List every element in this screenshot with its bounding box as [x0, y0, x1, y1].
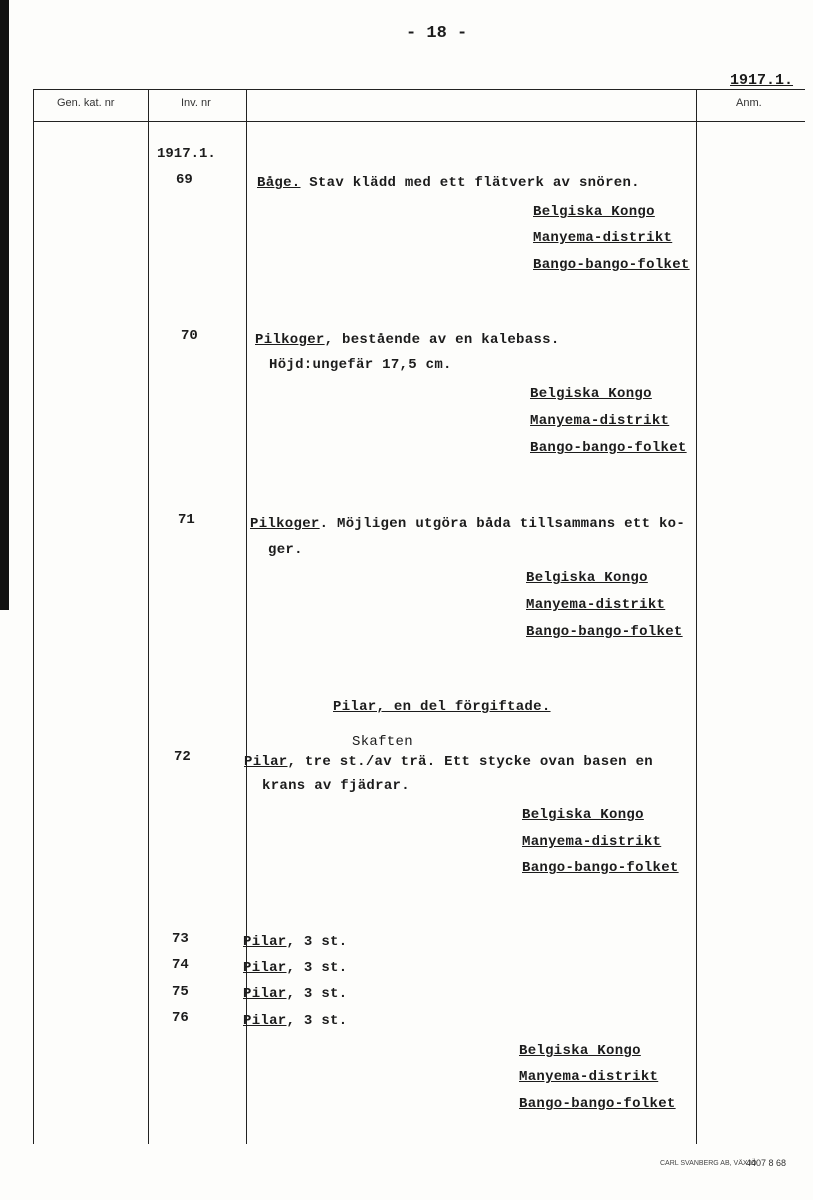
entry-text: Stav klädd med ett flätverk av snören. [300, 175, 640, 191]
column-divider-1 [148, 89, 149, 1144]
inventory-number: 74 [172, 957, 189, 973]
entry-text: , 3 st. [286, 1013, 348, 1029]
entry-title: Pilar [243, 986, 287, 1002]
location-district: Manyema-distrikt [530, 413, 670, 429]
location-district: Manyema-distrikt [522, 834, 662, 850]
location-people: Bango-bango-folket [530, 440, 687, 456]
form-code: 4407 8 68 [746, 1158, 787, 1168]
entry-title: Pilkoger [255, 332, 325, 348]
entry-description [257, 175, 640, 191]
entry-text: , 3 st. [286, 986, 348, 1002]
column-header-gen-kat-nr: Gen. kat. nr [57, 97, 115, 109]
entry-description [250, 516, 685, 532]
column-header-inv-nr: Inv. nr [181, 97, 211, 109]
location-people: Bango-bango-folket [522, 860, 679, 876]
entry-text: , bestående av en kalebass. [324, 332, 560, 348]
location-country: Belgiska Kongo [526, 570, 648, 586]
entry-title: Pilkoger [250, 516, 320, 532]
entry-description [243, 986, 347, 1002]
entry-text: , 3 st. [286, 960, 348, 976]
entry-title: Pilar [243, 934, 287, 950]
handwritten-note: Skaften [352, 734, 413, 750]
binding-edge [0, 0, 9, 610]
location-people: Bango-bango-folket [526, 624, 683, 640]
printer-imprint: CARL SVANBERG AB, VÄXJÖ [660, 1160, 757, 1167]
location-district: Manyema-distrikt [519, 1069, 659, 1085]
collection-year: 1917.1. [157, 146, 216, 162]
inventory-number: 69 [176, 172, 193, 188]
column-header-anm: Anm. [736, 97, 762, 109]
entry-text: , tre st./av trä. Ett stycke ovan basen en [287, 754, 653, 770]
inventory-number: 72 [174, 749, 191, 765]
section-heading: Pilar, en del förgiftade. [333, 699, 551, 715]
inventory-number: 73 [172, 931, 189, 947]
left-border [33, 89, 34, 1144]
location-people: Bango-bango-folket [533, 257, 690, 273]
page-number: - 18 - [406, 24, 468, 43]
entry-description [243, 934, 347, 950]
entry-text-line-2: ger. [268, 542, 303, 558]
column-divider-3 [696, 89, 697, 1144]
inventory-number: 75 [172, 984, 189, 1000]
location-country: Belgiska Kongo [519, 1043, 641, 1059]
entry-text-line-2: krans av fjädrar. [262, 778, 410, 794]
entry-description [244, 754, 653, 770]
entry-title: Pilar [243, 960, 287, 976]
entry-text-line-2: Höjd:ungefär 17,5 cm. [269, 357, 452, 373]
entry-text: . Möjligen utgöra båda tillsammans ett ko- [319, 516, 686, 532]
inventory-number: 70 [181, 328, 198, 344]
entry-title: Pilar [244, 754, 288, 770]
header-date: 1917.1. [730, 72, 794, 89]
location-country: Belgiska Kongo [522, 807, 644, 823]
location-people: Bango-bango-folket [519, 1096, 676, 1112]
inventory-number: 71 [178, 512, 195, 528]
location-district: Manyema-distrikt [533, 230, 673, 246]
location-country: Belgiska Kongo [533, 204, 655, 220]
location-country: Belgiska Kongo [530, 386, 652, 402]
entry-description [255, 332, 560, 348]
entry-title: Båge. [257, 175, 301, 191]
entry-description [243, 1013, 347, 1029]
entry-text: , 3 st. [286, 934, 348, 950]
entry-title: Pilar [243, 1013, 287, 1029]
inventory-number: 76 [172, 1010, 189, 1026]
location-district: Manyema-distrikt [526, 597, 666, 613]
entry-description [243, 960, 347, 976]
